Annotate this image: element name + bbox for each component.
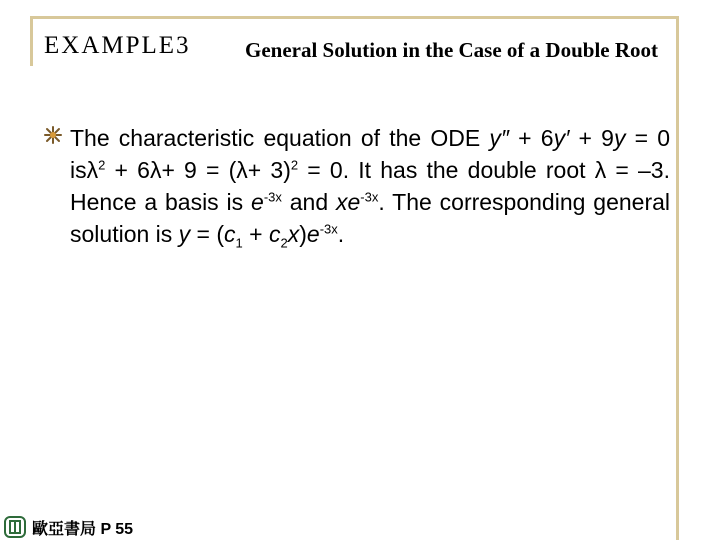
bullet-star-icon (44, 126, 62, 144)
math-var: x (287, 221, 300, 247)
publisher-logo-icon (4, 516, 26, 538)
text-span: + 6 (509, 125, 554, 151)
frame-right-border (676, 16, 679, 540)
exponent: -3x (360, 189, 379, 205)
math-var: e (251, 189, 264, 215)
example-label: EXAMPLE3 (44, 32, 191, 59)
math-var: e (306, 221, 320, 247)
text-span: ) (299, 221, 307, 247)
ode-term: y (613, 125, 626, 151)
text-span: . (337, 221, 345, 247)
text-span: + 9 (569, 125, 614, 151)
math-var: xe (335, 189, 361, 215)
exponent: 2 (98, 157, 106, 173)
subscript: 1 (235, 235, 243, 251)
exponent: 2 (290, 157, 299, 173)
text-span: + (242, 221, 269, 247)
math-var: c (269, 221, 281, 247)
text-span: and (281, 189, 336, 215)
subscript: 2 (280, 235, 288, 251)
slide-title: General Solution in the Case of a Double Root (245, 38, 659, 62)
math-var: c (224, 221, 236, 247)
text-span: = ( (190, 221, 225, 247)
math-var: y (178, 221, 191, 247)
text-span: + 6λ+ 9 = (λ+ 3) (105, 157, 291, 183)
frame-left-border (30, 16, 33, 66)
text-span: The characteristic equation of the ODE (70, 125, 490, 151)
frame-top-border (30, 16, 678, 19)
ode-term: y′ (553, 125, 570, 151)
exponent: -3x (319, 221, 338, 237)
ode-term: y″ (489, 125, 509, 151)
exponent: -3x (263, 189, 282, 205)
text-span: . The corresponding general solution is (70, 189, 670, 247)
text-span: = 0 isλ (70, 125, 670, 183)
text-span: = 0. It has the double root λ = –3. Hence a basis is (70, 157, 670, 215)
footer-page-label: 歐亞書局 P 55 (32, 521, 134, 538)
body-paragraph (70, 122, 670, 250)
